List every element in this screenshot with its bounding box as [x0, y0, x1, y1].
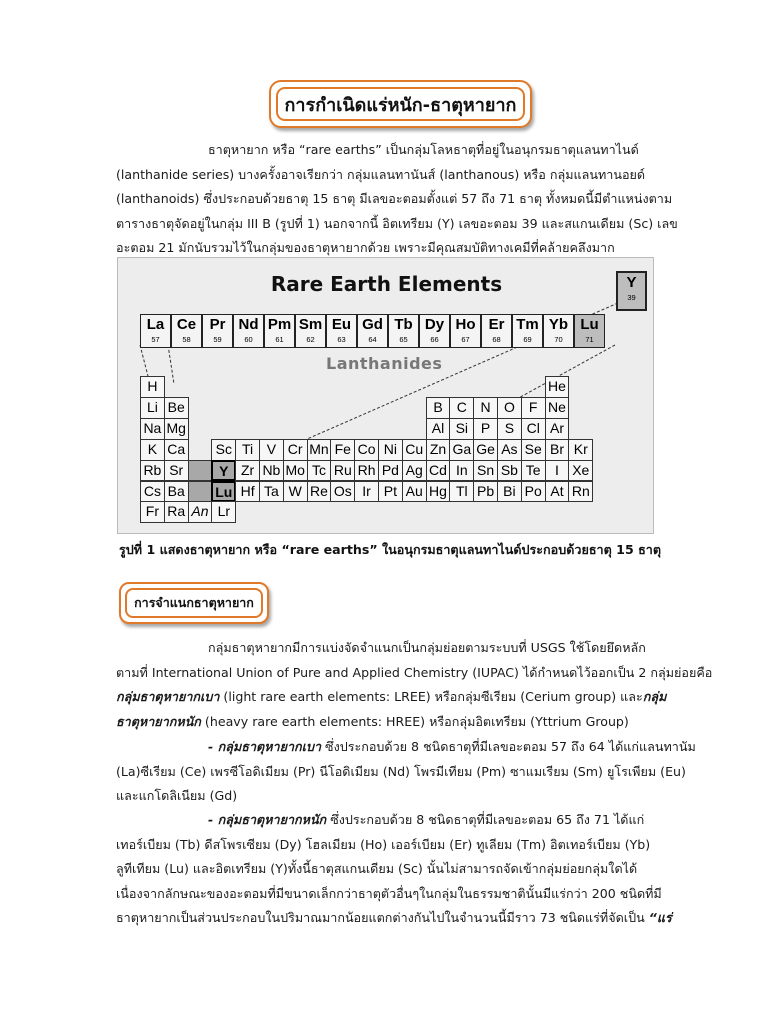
element-cell-p: P — [473, 418, 498, 440]
element-cell-mn: Mn — [307, 439, 332, 461]
element-cell-na: Na — [140, 418, 165, 440]
element-cell-h: H — [140, 376, 165, 398]
element-symbol: Tm — [516, 316, 539, 333]
element-cell-hg: Hg — [426, 481, 451, 503]
hree-text: ธาตุหายากเป็นส่วนประกอบในปริมาณมากน้อยแตกต่างกันไปในจำนวนนี้มีราว 73 ชนิดแร่ที่จัดเป็น — [116, 910, 649, 925]
element-cell-fe: Fe — [330, 439, 355, 461]
hree-paragraph — [116, 808, 672, 931]
atomic-number: 67 — [461, 335, 470, 344]
element-symbol: Ce — [176, 316, 197, 333]
element-cell-pb: Pb — [473, 481, 498, 503]
lanthanide-cell-pm — [264, 314, 295, 348]
element-cell-bi: Bi — [497, 481, 522, 503]
lree-line: และแกโดลิเนียม (Gd) — [116, 788, 238, 803]
element-cell-ne: Ne — [545, 397, 570, 419]
atomic-number: 65 — [399, 335, 408, 344]
element-cell-hf: Hf — [235, 481, 260, 503]
yttrium-cell — [616, 271, 647, 311]
element-symbol: Yb — [548, 316, 569, 333]
element-cell-i: I — [545, 460, 570, 482]
lanthanide-cell-dy — [419, 314, 450, 348]
lanthanide-cell-nd — [233, 314, 264, 348]
atomic-number: 69 — [523, 335, 532, 344]
page-title: การกำเนิดแร่หนัก-ธาตุหายาก — [284, 94, 517, 116]
element-cell-os: Os — [330, 481, 355, 503]
intro-line: (lanthanide series) บางครั้งอาจเรียกว่า กลุ่มแลนทานันส์ (lanthanous) หรือ กลุ่มแลนทานอยด์ — [116, 166, 646, 182]
lanthanide-cell-tm — [512, 314, 543, 348]
intro-paragraph — [116, 138, 678, 261]
hree-line: เทอร์เบียม (Tb) ดีสโพรเซียม (Dy) โฮลเมียม (Ho) เออร์เบียม (Er) ทูเลียม (Tm) อิตเทอร์เบียม (Yb) — [116, 836, 651, 852]
element-cell-tc: Tc — [307, 460, 332, 482]
lree-term: กลุ่มธาตุหายากเบา — [116, 689, 220, 704]
lree-line — [116, 735, 696, 760]
element-cell-ir: Ir — [354, 481, 379, 503]
lanthanide-slot-cell — [188, 460, 213, 482]
element-cell-pd: Pd — [378, 460, 403, 482]
element-symbol: Ho — [455, 316, 476, 333]
lanthanide-cell-tb — [388, 314, 419, 348]
class-line: กลุ่มธาตุหายากมีการแบ่งจัดจำแนกเป็นกลุ่มย่อยตามระบบที่ USGS ใช้โดยยึดหลัก — [208, 640, 646, 655]
element-cell-s: S — [497, 418, 522, 440]
atomic-number: 66 — [430, 335, 439, 344]
section-title: การจำแนกธาตุหายาก — [134, 595, 254, 610]
element-cell-cr: Cr — [283, 439, 308, 461]
element-cell-si: Si — [449, 418, 474, 440]
element-cell-sb: Sb — [497, 460, 522, 482]
element-cell-lr: Lr — [211, 501, 236, 523]
intro-line: ธาตุหายาก หรือ “rare earths” เป็นกลุ่มโลหธาตุที่อยู่ในอนุกรมธาตุแลนทาไนด์ — [208, 142, 639, 157]
atomic-number: 60 — [244, 335, 253, 344]
element-cell-k: K — [140, 439, 165, 461]
element-symbol: Tb — [394, 316, 413, 333]
element-cell-b: B — [426, 397, 451, 419]
class-text: (heavy rare earth elements: HREE) หรือกลุ่มอิตเทรียม (Yttrium Group) — [200, 713, 629, 729]
hree-line — [116, 906, 672, 931]
element-symbol: Eu — [331, 316, 352, 333]
element-cell-te: Te — [521, 460, 546, 482]
lree-lead: - กลุ่มธาตุหายากเบา — [208, 739, 322, 754]
element-cell-xe: Xe — [568, 460, 593, 482]
lanthanide-cell-gd — [357, 314, 388, 348]
hree-term: ธาตุหายากหนัก — [116, 713, 201, 729]
lree-text: ซึ่งประกอบด้วย 8 ชนิดธาตุที่มีเลขอะตอม 57 ถึง 64 ได้แก่แลนทานัม — [321, 739, 696, 754]
element-cell-ga: Ga — [449, 439, 474, 461]
element-cell-be: Be — [164, 397, 189, 419]
element-cell-sc: Sc — [211, 439, 236, 461]
element-cell-rn: Rn — [568, 481, 593, 503]
element-cell-br: Br — [545, 439, 570, 461]
classification-paragraph — [116, 636, 713, 734]
hree-lead: - กลุ่มธาตุหายากหนัก — [208, 812, 327, 827]
element-cell-at: At — [545, 481, 570, 503]
atomic-number: 58 — [182, 335, 191, 344]
lree-line: (La)ซีเรียม (Ce) เพรซีโอดิเมียม (Pr) นีโอดิเมียม (Nd) โพรมีเทียม (Pm) ซาแมเรียม (Sm) ยูโรเพียม (Eu) — [116, 763, 686, 779]
element-cell-au: Au — [402, 481, 427, 503]
element-cell-se: Se — [521, 439, 546, 461]
element-cell-he: He — [545, 376, 570, 398]
element-symbol: Dy — [424, 316, 445, 333]
element-symbol: Nd — [238, 316, 259, 333]
atomic-number: 62 — [306, 335, 315, 344]
figure-title: Rare Earth Elements — [270, 272, 503, 296]
lree-paragraph — [116, 735, 696, 809]
lanthanide-slot-cell — [188, 481, 213, 503]
atomic-number: 61 — [275, 335, 284, 344]
title-box — [269, 80, 532, 128]
element-symbol: La — [146, 316, 165, 333]
element-cell-n: N — [473, 397, 498, 419]
element-cell-mo: Mo — [283, 460, 308, 482]
hree-text: ซึ่งประกอบด้วย 8 ชนิดธาตุที่มีเลขอะตอม 65 ถึง 71 ได้แก่ — [326, 812, 645, 827]
element-symbol: Pm — [267, 316, 292, 333]
atomic-number: 71 — [585, 335, 594, 344]
element-symbol: Y — [626, 274, 637, 291]
element-symbol: Gd — [362, 316, 383, 333]
element-cell-rh: Rh — [354, 460, 379, 482]
hree-line: ลูทีเทียม (Lu) และอิตเทรียม (Y)ทั้งนี้ธาตุสแกนเดียม (Sc) นั้นไม่สามารถจัดเข้ากลุ่มย่อยกลุ่มใดได้ — [116, 861, 638, 876]
element-cell-cu: Cu — [402, 439, 427, 461]
element-cell-ni: Ni — [378, 439, 403, 461]
element-cell-an: An — [188, 501, 213, 523]
element-cell-kr: Kr — [568, 439, 593, 461]
element-cell-nb: Nb — [259, 460, 284, 482]
element-cell-tl: Tl — [449, 481, 474, 503]
element-cell-mg: Mg — [164, 418, 189, 440]
atomic-number: 57 — [151, 335, 160, 344]
lanthanide-cell-ce — [171, 314, 202, 348]
intro-line: ตารางธาตุจัดอยู่ในกลุ่ม III B (รูปที่ 1) นอกจากนี้ อิตเทรียม (Y) เลขอะตอม 39 และสแกนเดียม (Sc) เลข — [116, 215, 678, 231]
element-symbol: Er — [488, 316, 505, 333]
element-cell-lu: Lu — [211, 481, 236, 503]
element-cell-zr: Zr — [235, 460, 260, 482]
element-cell-f: F — [521, 397, 546, 419]
element-symbol: Lu — [580, 316, 599, 333]
hree-line: เนื่องจากลักษณะของอะตอมที่มีขนาดเล็กกว่าธาตุตัวอื่นๆในกลุ่มในธรรมชาตินั้นมีแร่กว่า 200 ชนิดที่มี — [116, 885, 662, 901]
element-cell-fr: Fr — [140, 501, 165, 523]
lanthanide-cell-er — [481, 314, 512, 348]
element-symbol: Pr — [209, 316, 226, 333]
element-cell-in: In — [449, 460, 474, 482]
intro-line: (lanthanoids) ซึ่งประกอบด้วยธาตุ 15 ธาตุ มีเลขอะตอมตั้งแต่ 57 ถึง 71 ธาตุ ทั้งหมดนี้มีตำแหน่งตาม — [116, 191, 673, 206]
class-text: (light rare earth elements: LREE) หรือกลุ่มซีเรียม (Cerium group) และ — [219, 689, 643, 704]
lanthanide-cell-ho — [450, 314, 481, 348]
element-cell-ra: Ra — [164, 501, 189, 523]
element-cell-ru: Ru — [330, 460, 355, 482]
hree-term-start: กลุ่ม — [642, 689, 667, 704]
element-cell-cd: Cd — [426, 460, 451, 482]
intro-line: อะตอม 21 มักนับรวมไว้ในกลุ่มของธาตุหายากด้วย เพราะมีคุณสมบัติทางเคมีที่คล้ายคลึงมาก — [116, 240, 615, 255]
element-cell-po: Po — [521, 481, 546, 503]
element-cell-v: V — [259, 439, 284, 461]
atomic-number: 70 — [554, 335, 563, 344]
element-cell-cs: Cs — [140, 481, 165, 503]
rare-earth-figure — [117, 257, 654, 534]
lanthanide-cell-lu — [574, 314, 605, 348]
element-cell-li: Li — [140, 397, 165, 419]
element-cell-al: Al — [426, 418, 451, 440]
element-cell-ca: Ca — [164, 439, 189, 461]
class-line — [116, 685, 667, 710]
lanthanide-cell-eu — [326, 314, 357, 348]
element-cell-re: Re — [307, 481, 332, 503]
section-title-box — [119, 582, 269, 624]
figure-caption: รูปที่ 1 แสดงธาตุหายาก หรือ “rare earths” ในอนุกรมธาตุแลนทาไนด์ประกอบด้วยธาตุ 15 ธาตุ — [119, 542, 662, 557]
element-cell-w: W — [283, 481, 308, 503]
lanthanide-cell-yb — [543, 314, 574, 348]
element-cell-sr: Sr — [164, 460, 189, 482]
element-cell-as: As — [497, 439, 522, 461]
atomic-number: 68 — [492, 335, 501, 344]
element-cell-pt: Pt — [378, 481, 403, 503]
element-cell-ag: Ag — [402, 460, 427, 482]
connector-line-left-b — [168, 345, 174, 384]
lanthanides-label: Lanthanides — [326, 354, 443, 373]
element-symbol: Sm — [298, 316, 323, 333]
element-cell-o: O — [497, 397, 522, 419]
element-cell-rb: Rb — [140, 460, 165, 482]
hree-line — [116, 808, 654, 833]
element-cell-ge: Ge — [473, 439, 498, 461]
lanthanide-cell-sm — [295, 314, 326, 348]
element-cell-c: C — [449, 397, 474, 419]
element-cell-ar: Ar — [545, 418, 570, 440]
atomic-number: 64 — [368, 335, 377, 344]
ore-term: “แร่ — [648, 910, 672, 925]
element-cell-ta: Ta — [259, 481, 284, 503]
atomic-number: 59 — [213, 335, 222, 344]
element-cell-sn: Sn — [473, 460, 498, 482]
element-cell-ba: Ba — [164, 481, 189, 503]
class-line: ตามที่ International Union of Pure and Applied Chemistry (IUPAC) ได้กำหนดไว้ออกเป็น 2 กลุ่มย่อยคือ — [116, 664, 713, 680]
lanthanide-cell-la — [140, 314, 171, 348]
atomic-number: 63 — [337, 335, 346, 344]
element-cell-cl: Cl — [521, 418, 546, 440]
class-line — [116, 710, 654, 735]
atomic-number: 39 — [627, 293, 636, 302]
lanthanide-cell-pr — [202, 314, 233, 348]
element-cell-y: Y — [211, 460, 236, 482]
element-cell-co: Co — [354, 439, 379, 461]
element-cell-zn: Zn — [426, 439, 451, 461]
element-cell-ti: Ti — [235, 439, 260, 461]
